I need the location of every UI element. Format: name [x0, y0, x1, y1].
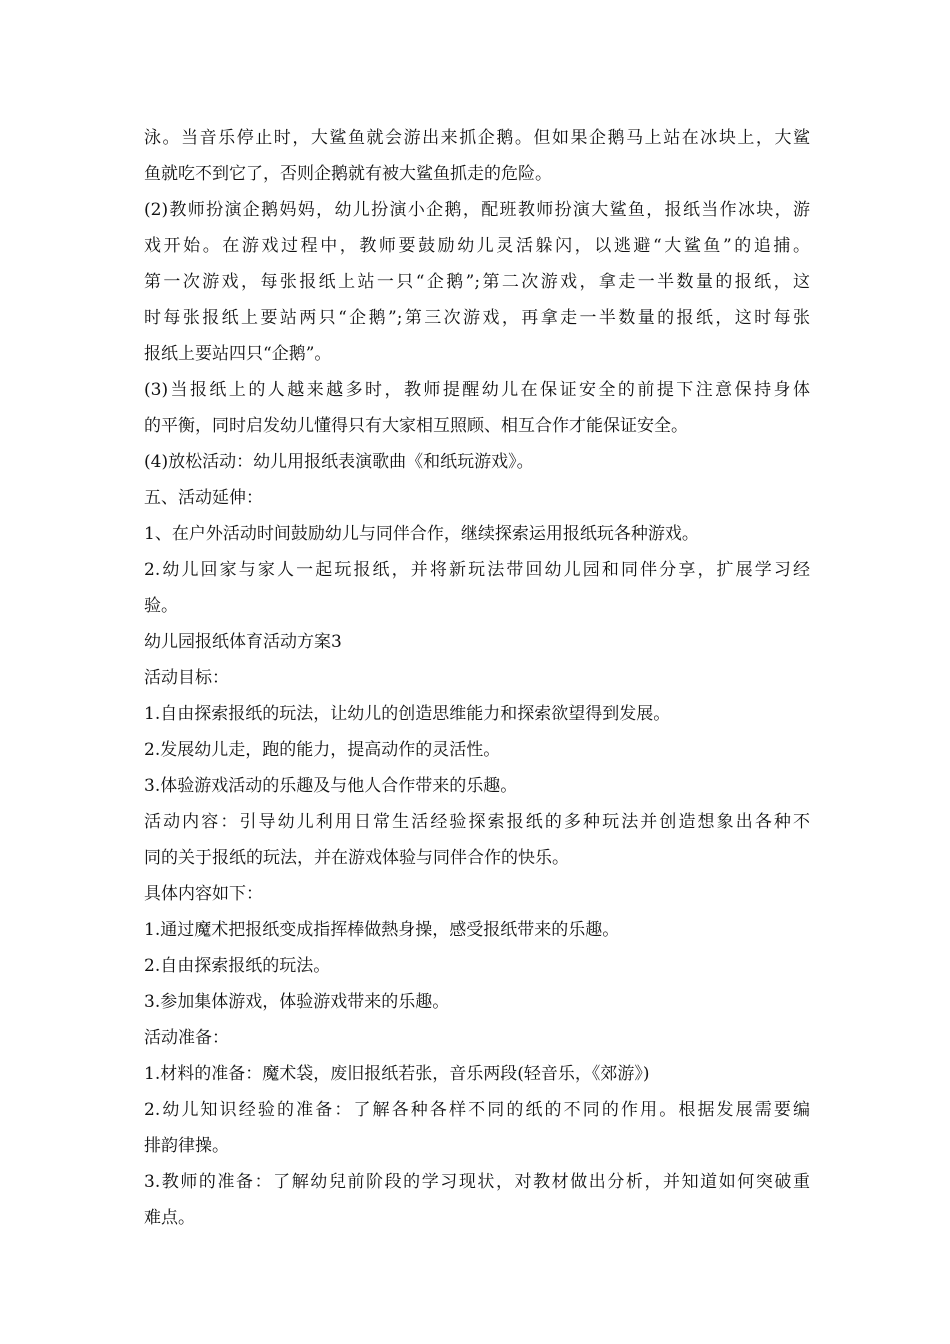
text-line: 鱼就吃不到它了，否则企鹅就有被大鲨鱼抓走的危险。 [144, 164, 552, 184]
text-line: 活动内容：引导幼儿利用日常生活经验探索报纸的多种玩法并创造想象出各种不 [144, 812, 810, 832]
text-line: 时每张报纸上要站两只“企鹅”;第三次游戏，再拿走一半数量的报纸，这时每张 [144, 308, 810, 328]
text-line: 1.材料的准备：魔术袋，废旧报纸若张，音乐两段(轻音乐，《郊游》) [144, 1064, 650, 1084]
text-line: 验。 [144, 596, 178, 616]
text-line: 难点。 [144, 1208, 195, 1228]
text-line: 活动目标： [144, 668, 229, 688]
text-line: 1.自由探索报纸的玩法，让幼儿的创造思维能力和探索欲望得到发展。 [144, 704, 671, 724]
text-line: 3.教师的准备：了解幼兒前阶段的学习现状，对教材做出分析，并知道如何突破重 [144, 1172, 810, 1192]
text-line: 具体内容如下： [144, 884, 263, 904]
text-line: (2)教师扮演企鹅妈妈，幼儿扮演小企鹅，配班教师扮演大鲨鱼，报纸当作冰块，游 [144, 200, 810, 220]
text-line: 五、活动延伸： [144, 488, 263, 508]
text-line: (3)当报纸上的人越来越多时，教师提醒幼儿在保证安全的前提下注意保持身体 [144, 380, 810, 400]
text-line: 报纸上要站四只“企鹅”。 [144, 344, 332, 364]
text-line: 泳。当音乐停止时，大鲨鱼就会游出来抓企鹅。但如果企鹅马上站在冰块上，大鲨 [144, 128, 810, 148]
text-line: 3.参加集体游戏，体验游戏带来的乐趣。 [144, 992, 450, 1012]
text-line: 排韵律操。 [144, 1136, 229, 1156]
text-line: 戏开始。在游戏过程中，教师要鼓励幼儿灵活躲闪，以逃避“大鲨鱼”的追捕。 [144, 236, 810, 256]
text-line: 1.通过魔术把报纸变成指挥棒做熱身操，感受报纸带来的乐趣。 [144, 920, 620, 940]
text-line: 2.幼儿知识经验的准备：了解各种各样不同的纸的不同的作用。根据发展需要编 [144, 1100, 810, 1120]
text-line: 的平衡，同时启发幼儿懂得只有大家相互照顾、相互合作才能保证安全。 [144, 416, 688, 436]
text-line: 幼儿园报纸体育活动方案3 [144, 632, 342, 652]
text-line: 2.幼儿回家与家人一起玩报纸，并将新玩法带回幼儿园和同伴分享，扩展学习经 [144, 560, 810, 580]
text-line: 活动准备： [144, 1028, 229, 1048]
text-line: 2.自由探索报纸的玩法。 [144, 956, 331, 976]
text-line: 第一次游戏，每张报纸上站一只“企鹅”;第二次游戏，拿走一半数量的报纸，这 [144, 272, 810, 292]
text-line: 同的关于报纸的玩法，并在游戏体验与同伴合作的快乐。 [144, 848, 569, 868]
text-line: 1、在户外活动时间鼓励幼儿与同伴合作，继续探索运用报纸玩各种游戏。 [144, 524, 699, 544]
text-line: 2.发展幼儿走，跑的能力，提高动作的灵活性。 [144, 740, 501, 760]
text-line: 3.体验游戏活动的乐趣及与他人合作带来的乐趣。 [144, 776, 518, 796]
document-body [144, 120, 810, 1236]
text-line: (4)放松活动：幼儿用报纸表演歌曲《和纸玩游戏》。 [144, 452, 534, 472]
